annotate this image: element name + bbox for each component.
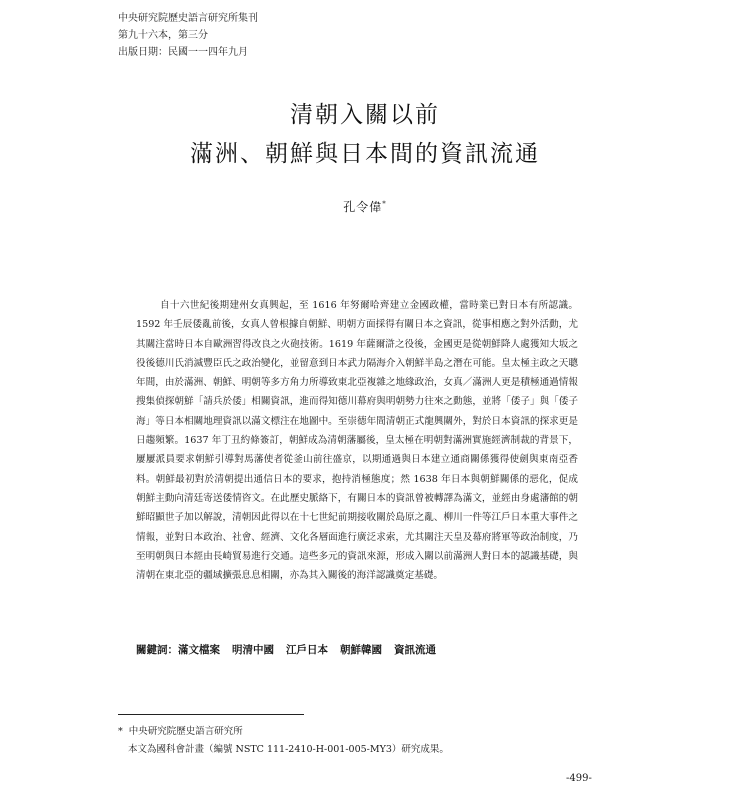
author-footnote-mark: * — [382, 200, 387, 208]
keywords — [136, 642, 448, 657]
keyword: 滿文檔案 — [178, 644, 220, 656]
keywords-label: 關鍵詞： — [136, 644, 178, 656]
keyword: 明清中國 — [232, 644, 274, 656]
footnote-affiliation: 中央研究院歷史語言研究所 — [128, 726, 243, 737]
keyword: 江戶日本 — [286, 644, 328, 656]
author-name: 孔令偉 — [343, 200, 383, 214]
footnote-funding: 本文為國科會計畫（編號 NSTC 111-2410-H-001-005-MY3）研究成果。 — [128, 744, 449, 755]
title-line-1: 清朝入關以前 — [290, 102, 440, 128]
keyword: 資訊流通 — [394, 644, 436, 656]
footnote-mark: * — [118, 726, 123, 737]
title-line-2: 滿洲、朝鮮與日本間的資訊流通 — [190, 141, 540, 167]
publication-date: 出版日期：民國一一四年九月 — [118, 47, 248, 58]
abstract: 自十六世紀後期建州女真興起，至 1616 年努爾哈齊建立金國政權，當時業已對日本有所認識。1592 年壬辰倭亂前後，女真人曾根據自朝鮮、明朝方面採得有關日本之資訊，從事相應之對外活動，尤其關注當時日本自歐洲習得改良之火砲技術。1619 年薩爾滸之役後，金國更是從朝鮮降人處獲知大坂之役後德川氏消滅豐臣氏之政治變化，並留意到日本武力隔海介入朝鮮半島之潛在可能。皇太極主政之天聰年間，由於滿洲、朝鮮、明朝等多方角力所導致東北亞複雜之地緣政治，女真／滿洲人更是積極通過情報搜集偵探朝鮮「請兵於倭」相關資訊，進而得知德川幕府與明朝勢力往來之動態，並將「倭子」與「倭子海」等日本相關地理資訊以滿文標注在地圖中。至崇德年間清朝正式龍興關外，對於日本資訊的探求更是日趨頻繁。1637 年丁丑約條簽訂，朝鮮成為清朝藩屬後，皇太極在明朝對滿洲實施經濟制裁的背景下，屢屢派員要求朝鮮引導對馬藩使者從釜山前往盛京，以期通過與日本建立通商關係獲得使劍與東南亞香料。朝鮮最初對於清朝提出通信日本的要求，抱持消極態度；然 1638 年日本與朝鮮關係的惡化，促成朝鮮主動向清廷寄送倭情咨文。在此歷史脈絡下，有關日本的資訊曾被轉譯為滿文，並經由身處瀋館的朝鮮昭顯世子加以解說，清朝因此得以在十七世紀前期接收關於島原之亂、柳川一件等江戶日本重大事件之情報，並對日本政治、社會、經濟、文化各層面進行廣泛求索，尤其關注天皇及幕府將軍等政治制度，乃至明朝與日本經由長崎貿易進行交通。這些多元的資訊來源，形成入關以前滿洲人對日本的認識基礎，與清朝在東北亞的疆域擴張息息相關，亦為其入關後的海洋認識奠定基礎。 — [136, 300, 578, 582]
page-number: -499- — [566, 773, 592, 784]
footnote-divider — [118, 714, 304, 715]
journal-volume: 第九十六本，第三分 — [118, 30, 208, 41]
journal-name: 中央研究院歷史語言研究所集刊 — [118, 13, 258, 24]
journal-header — [118, 10, 258, 61]
author — [0, 198, 730, 215]
footnote — [118, 723, 449, 759]
keyword: 朝鮮韓國 — [340, 644, 382, 656]
